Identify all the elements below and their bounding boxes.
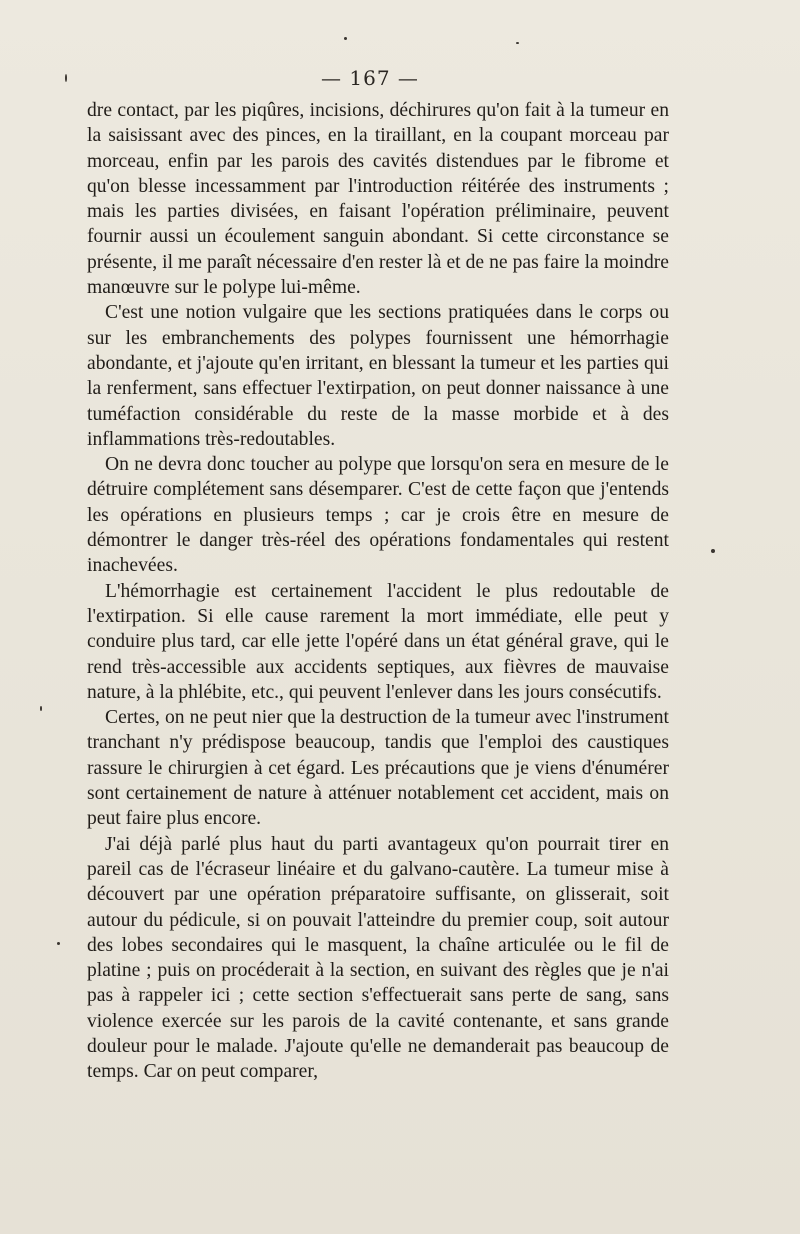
page-text <box>87 98 669 1085</box>
paragraph-2: C'est une notion vulgaire que les sections pratiquées dans le corps ou sur les embranchements des polypes fournissent une hémorrhagie abondante, et j'ajoute qu'en irritant, en blessant la tumeur et les parties qui la renferment, sans effectuer l'extirpation, on peut donner naissance à une tuméfaction considérable du reste de la masse morbide et à des inflammations très-redoutables. <box>87 302 669 450</box>
print-speck <box>344 37 347 40</box>
paragraph-3: On ne devra donc toucher au polype que lorsqu'on sera en mesure de le détruire complétement sans désemparer. C'est de cette façon que j'entends les opérations en plusieurs temps ; car je crois être en mesure de démontrer le danger très-réel des opérations fondamentales qui restent inachevées. <box>87 454 669 577</box>
print-speck <box>40 706 42 711</box>
paragraph-4: L'hémorrhagie est certainement l'accident le plus redoutable de l'extirpation. Si elle cause rarement la mort immédiate, elle peut y conduire plus tard, car elle jette l'opéré dans un état général grave, qui le rend très-accessible aux accidents septiques, aux fièvres de mauvaise nature, à la phlébite, etc., qui peuvent l'enlever dans les jours consécutifs. <box>87 580 669 703</box>
paragraph-5: Certes, on ne peut nier que la destruction de la tumeur avec l'instrument tranchant n'y prédispose beaucoup, tandis que l'emploi des caustiques rassure le chirurgien à cet égard. Les précautions que je viens d'énumérer sont certainement de nature à atténuer notablement cet accident, mais on peut faire plus encore. <box>87 707 669 830</box>
paragraph-6: J'ai déjà parlé plus haut du parti avantageux qu'on pourrait tirer en pareil cas de l'écraseur linéaire et du galvano-cautère. La tumeur mise à découvert par une opération préparatoire suffisante, on glisserait, soit autour du pédicule, si on pouvait l'atteindre du premier coup, soit autour des lobes secondaires qui le masquent, la chaîne articulée ou le fil de platine ; puis on procéderait à la section, en suivant des règles que je n'ai pas à rappeler ici ; cette section s'effectuerait sans perte de sang, sans violence exercée sur les parois de la cavité contenante, et sans grande douleur pour le malade. J'ajoute qu'elle ne demanderait pas beaucoup de temps. Car on peut comparer, <box>87 833 669 1083</box>
print-speck <box>516 42 519 44</box>
page-number: — 167 — <box>321 66 419 90</box>
paragraph-1: dre contact, par les piqûres, incisions, déchirures qu'on fait à la tumeur en la saisissant avec des pinces, en la tiraillant, en la coupant morceau par morceau, enfin par les parois des cavités distendues par le fibrome et qu'on blesse incessamment par l'introduction réitérée des instruments ; mais les parties divisées, en faisant l'opération préliminaire, peuvent fournir aussi un écoulement sanguin abondant. Si cette circonstance se présente, il me paraît nécessaire d'en rester là et de ne pas faire la moindre manœuvre sur le polype lui-même. <box>87 100 669 299</box>
print-speck <box>711 549 715 553</box>
print-speck <box>65 74 67 82</box>
print-speck <box>57 942 60 945</box>
